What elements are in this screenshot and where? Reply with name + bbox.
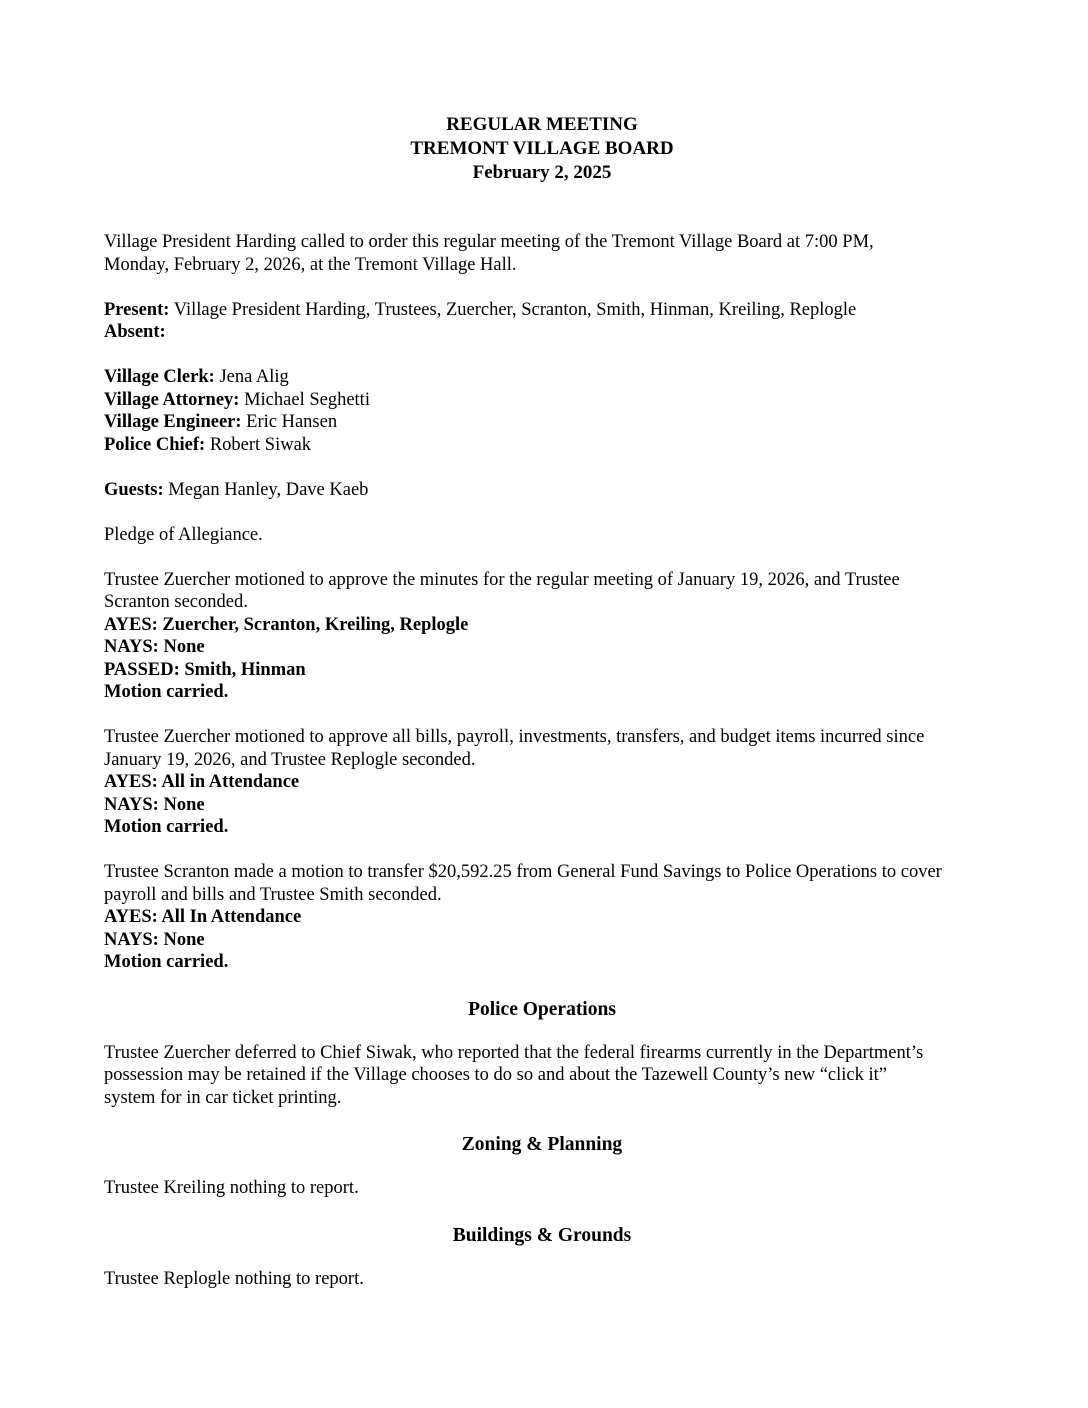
motion-text-line-2: Scranton seconded. [104, 592, 248, 612]
absent-label: Absent: [104, 322, 166, 342]
board-name-title: TREMONT VILLAGE BOARD [410, 138, 674, 159]
guests-value: Megan Hanley, Dave Kaeb [163, 479, 369, 500]
motion-minutes [104, 569, 994, 704]
police-chief-value: Robert Siwak [205, 434, 312, 455]
attorney-value: Michael Seghetti [239, 389, 370, 410]
officials-block [104, 366, 994, 456]
motion-ayes: AYES: Zuercher, Scranton, Kreiling, Replogle [104, 614, 469, 635]
motion-transfer [104, 861, 994, 974]
zoning-report-line: Trustee Kreiling nothing to report. [104, 1178, 359, 1198]
attendance-block [104, 299, 994, 344]
present-label: Present: [104, 299, 170, 320]
motion-ayes: AYES: All In Attendance [104, 907, 302, 927]
present-value: Village President Harding, Trustees, Zuercher, Scranton, Smith, Hinman, Kreiling, Replogle [169, 299, 857, 320]
engineer-value: Eric Hansen [241, 412, 338, 432]
guests-label: Guests: [104, 479, 164, 500]
meeting-type-title: REGULAR MEETING [446, 114, 638, 135]
motion-result: Motion carried. [104, 817, 229, 837]
section-heading-zoning: Zoning & Planning [461, 1134, 623, 1155]
police-report-line-3: system for in car ticket printing. [104, 1087, 342, 1108]
motion-nays: NAYS: None [104, 637, 205, 657]
minutes-page [104, 113, 994, 1290]
attorney-label: Village Attorney: [104, 389, 240, 410]
pledge-line: Pledge of Allegiance. [104, 524, 263, 545]
clerk-label: Village Clerk: [104, 367, 215, 387]
police-chief-label: Police Chief: [104, 434, 206, 455]
call-to-order-line-1: Village President Harding called to order this regular meeting of the Tremont Village Board at 7:00 PM, [104, 232, 874, 252]
motion-nays: NAYS: None [104, 929, 205, 950]
section-heading-buildings: Buildings & Grounds [452, 1224, 632, 1246]
motion-text-line-1: Trustee Zuercher motioned to approve the minutes for the regular meeting of January 19, 2026, and Trustee [104, 569, 900, 590]
motion-text-line-2: payroll and bills and Trustee Smith seconded. [104, 884, 442, 905]
motion-nays: NAYS: None [104, 794, 205, 815]
police-report-line-1: Trustee Zuercher deferred to Chief Siwak, who reported that the federal firearms currently in the Department’s [104, 1042, 924, 1063]
police-report-paragraph [104, 1042, 994, 1110]
motion-result: Motion carried. [104, 952, 229, 972]
motion-text-line-2: January 19, 2026, and Trustee Replogle seconded. [104, 749, 476, 770]
section-heading-police: Police Operations [468, 998, 616, 1020]
motion-passed: PASSED: Smith, Hinman [104, 659, 306, 680]
document-header [90, 113, 994, 185]
motion-text-line-1: Trustee Zuercher motioned to approve all bills, payroll, investments, transfers, and budget items incurred since [104, 727, 925, 747]
call-to-order-paragraph [104, 231, 994, 276]
buildings-report-line: Trustee Replogle nothing to report. [104, 1268, 364, 1289]
motion-bills [104, 726, 994, 839]
engineer-label: Village Engineer: [104, 412, 242, 432]
motion-ayes: AYES: All in Attendance [104, 772, 300, 792]
guests-line [104, 479, 994, 502]
motion-text-line-1: Trustee Scranton made a motion to transfer $20,592.25 from General Fund Savings to Police Operations to cover [104, 862, 942, 882]
call-to-order-line-2: Monday, February 2, 2026, at the Tremont Village Hall. [104, 254, 517, 275]
meeting-date-title: February 2, 2025 [472, 162, 612, 183]
police-report-line-2: possession may be retained if the Village chooses to do so and about the Tazewell County’s new “click it” [104, 1065, 887, 1085]
motion-result: Motion carried. [104, 682, 229, 702]
clerk-value: Jena Alig [214, 367, 289, 387]
